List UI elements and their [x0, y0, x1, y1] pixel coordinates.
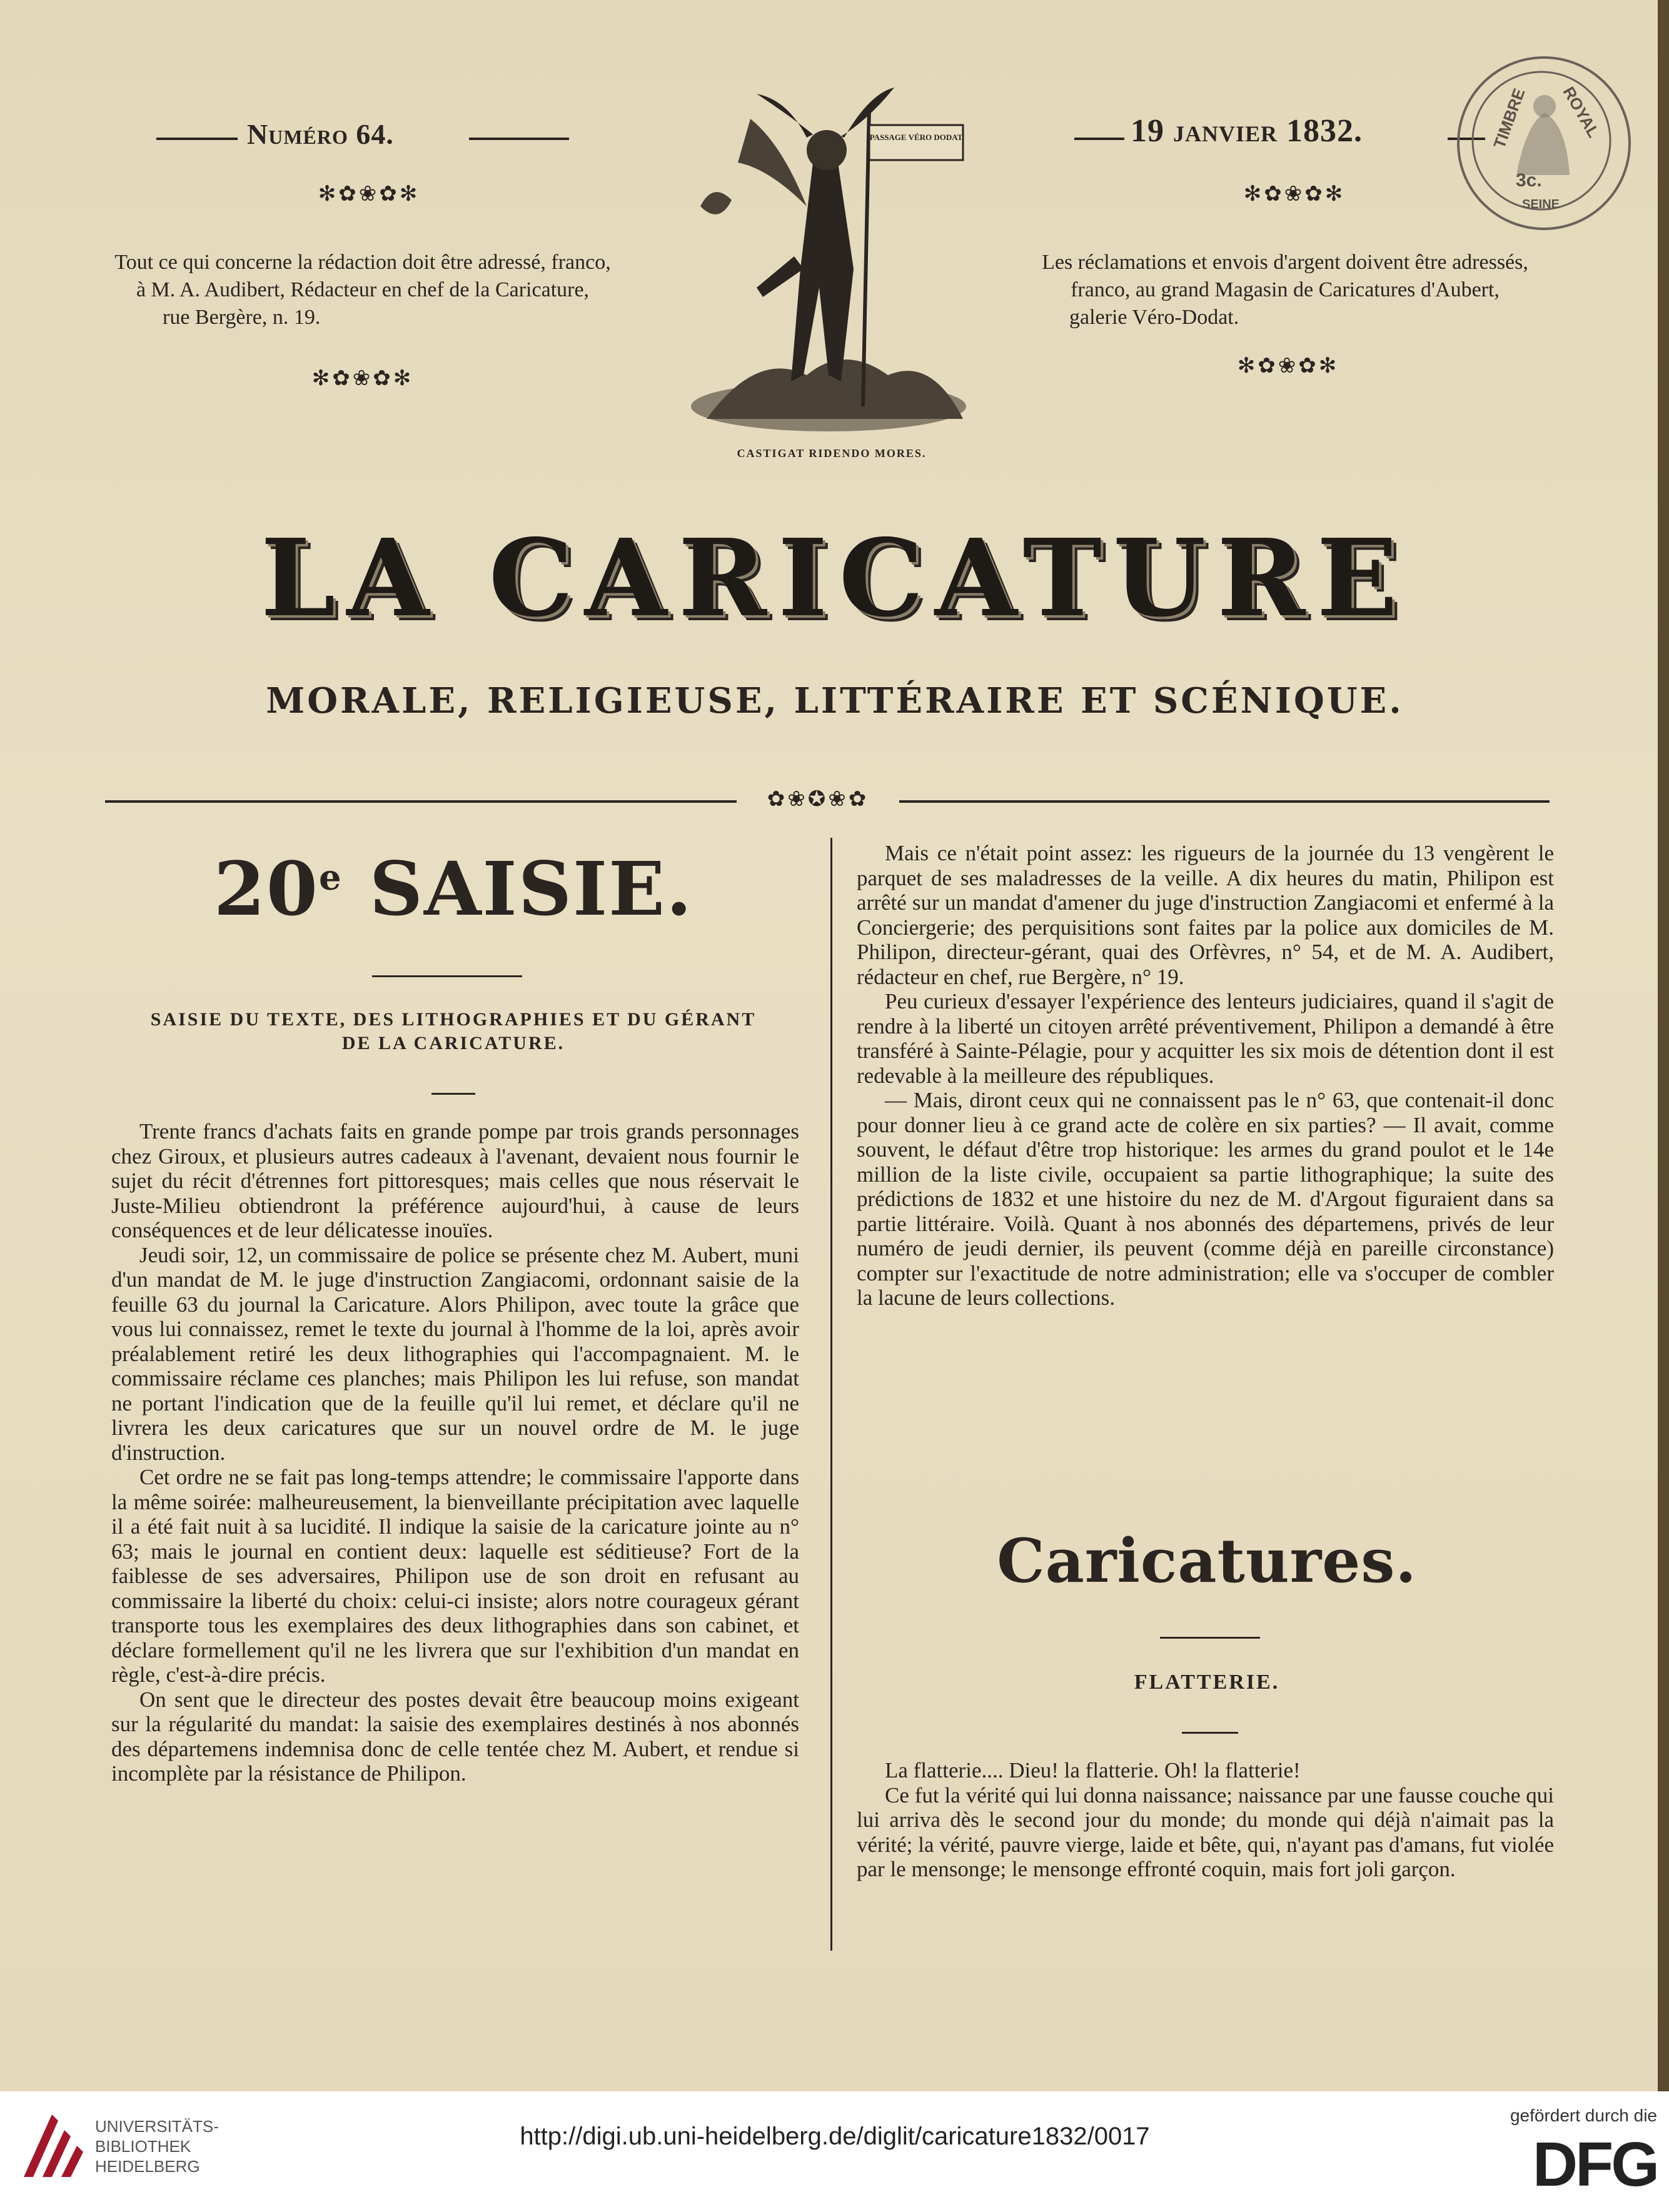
page-edge — [1658, 0, 1669, 2091]
notice-ornament-left: ✻✿❀✿✻ — [311, 367, 414, 390]
article-paragraph: Peu curieux d'essayer l'expérience des lenteurs judiciaires, quand il s'agit de rendre à la liberté un citoyen arrêté préventivement, Philipon a demandé à être transféré à Sainte-Pélagie, pour y acquitter les six mois de détention dont il est redevable à la meilleure des républiques. — [857, 989, 1554, 1088]
issue-date: 19 janvier 1832. — [1131, 113, 1363, 149]
university-name — [95, 2116, 270, 2176]
subscription-notice — [1026, 249, 1545, 331]
article-subhead-line: DE LA CARICATURE. — [341, 1033, 565, 1053]
tax-stamp — [1457, 56, 1631, 230]
flatterie-rule — [1182, 1732, 1238, 1734]
university-name-line: HEIDELBERG — [95, 2157, 200, 2176]
masthead-ornament: ✿❀✪❀✿ — [767, 788, 869, 811]
headline-rule — [372, 975, 522, 977]
subhead-rule — [431, 1093, 475, 1095]
dfg-logo: DFG — [1532, 2129, 1657, 2199]
headline-number: 20 — [213, 845, 320, 932]
flatterie-title: FLATTERIE. — [1134, 1671, 1280, 1694]
stamp-value: 3c. — [1516, 170, 1542, 191]
editorial-notice-line: à M. A. Audibert, Rédacteur en chef de la Caricature, — [136, 278, 590, 301]
flatterie-paragraph: Ce fut la vérité qui lui donna naissance; naissance par une fausse couche qui lui arriva dès le second jour du monde; du monde qui déjà n'aimait pas la vérité; la vérité, pauvre vierge, laide et bête, qui, n'ayant pas d'amans, fut violée par le mensonge; le mensonge effronté coquin, mais fort joli garçon. — [857, 1782, 1554, 1881]
article-paragraph: Mais ce n'était point assez: les rigueurs de la journée du 13 vengèrent le parquet de ses maladresses de la veille. A dix heures du matin, Philipon est arrêté sur un mandat d'amener du juge d'instruction Zangiacomi et enfermé à la Conciergerie; des perquisitions sont faites par la police aux domiciles de M. Philipon, directeur-gérant, quai des Orfèvres, n° 54, et de M. A. Audibert, rédacteur en chef, rue Bergère, n° 19. — [857, 841, 1554, 989]
headline-word: SAISIE. — [369, 845, 693, 932]
headline-saisie — [100, 845, 807, 932]
editorial-notice — [113, 249, 613, 331]
date-rule-left — [1074, 138, 1124, 140]
stamp-label-top: TIMBRE — [1490, 86, 1529, 151]
funded-by-label: gefördert durch die — [1510, 2106, 1657, 2125]
numero-rule-left — [156, 138, 238, 140]
flatterie-paragraph: La flatterie.... Dieu! la flatterie. Oh! la flatterie! — [885, 1758, 1301, 1782]
stamp-label-right: ROYAL — [1559, 83, 1603, 141]
editorial-notice-line: rue Bergère, n. 19. — [163, 306, 321, 329]
editorial-notice-line: Tout ce qui concerne la rédaction doit être adressé, franco, — [114, 251, 611, 274]
university-name-line: BIBLIOTHEK — [95, 2137, 191, 2156]
masthead-title: LA CARICATURE — [260, 516, 1409, 641]
header-ornament-left: ✻✿❀✿✻ — [318, 183, 420, 206]
article-paragraph: Jeudi soir, 12, un commissaire de police se présente chez M. Aubert, muni d'un mandat de M. le juge d'instruction Zangiacomi, ordonnant saisie de la feuille 63 du journal la Caricature. Alors Philipon, avec toute la grâce que vous lui connaissez, remet le texte du journal à l'homme de la loi, après avoir préalablement retiré les deux lithographies qui l'accompagnaient. M. le commissaire réclame ces planches; mais Philipon les lui refuse, son mandat ne portant l'indication que de la feuille qu'il lui remet, et déclare qu'il ne livrera les deux caricatures que sur un nouvel ordre de M. le juge d'instruction. — [111, 1242, 799, 1465]
subscription-notice-line: galerie Véro-Dodat. — [1069, 306, 1239, 329]
article-subhead — [106, 1008, 800, 1055]
masthead-subtitle: MORALE, RELIGIEUSE, LITTÉRAIRE ET SCÉNIQUE. — [266, 680, 1404, 721]
article-body-left — [111, 1119, 799, 1786]
subscription-notice-line: franco, au grand Magasin de Caricatures d'Aubert, — [1071, 278, 1500, 301]
vignette-banner-text: PASSAGE VÉRO DODAT — [869, 133, 963, 142]
column-divider — [830, 838, 832, 1951]
article-body-right — [857, 841, 1554, 1310]
source-url-link[interactable]: http://digi.ub.uni-heidelberg.de/diglit/caricature1832/0017 — [520, 2123, 1150, 2150]
article-paragraph: — Mais, diront ceux qui ne connaissent pas le n° 63, que contenait-il donc pour donner lieu à ce grand acte de colère en six parties? — Il avait, comme souvent, le défaut d'être trop historique: les armes du grand poulot et le 14e million de la liste civile, occupaient sa partie lithographique; la suite des prédictions de 1832 et une histoire du nez de M. d'Argout figuraient dans sa partie littéraire. Voilà. Quant à nos abonnés des départemens, privés de leur numéro de jeudi dernier, ils peuvent (comme déjà en pareille circonstance) compter sur l'exactitude de notre administration; elle va s'occuper de combler la lacune de leurs collections. — [857, 1088, 1554, 1310]
issue-number: Numéro 64. — [247, 118, 394, 150]
university-logo-icon — [18, 2108, 86, 2183]
section-title-caricatures: Caricatures. — [997, 1526, 1417, 1596]
notice-ornament-right: ✻✿❀✿✻ — [1237, 354, 1339, 378]
masthead-rule-left — [105, 800, 737, 803]
section-rule — [1160, 1637, 1260, 1639]
article-subhead-line: SAISIE DU TEXTE, DES LITHOGRAPHIES ET DU GÉRANT — [150, 1009, 757, 1030]
article-paragraph: Cet ordre ne se fait pas long-temps attendre; le commissaire l'apporte dans la même soirée: malheureusement, la bienveillante précipitation avec laquelle il a été fait nuit à sa lucidité. Il indique la saisie de la caricature jointe au n° 63; mais le journal en contient deux: laquelle est séditieuse? Fort de la faiblesse de ses adversaires, Philipon use de son droit en refusant au commissaire la liberté du choix: celui-ci insiste; alors notre courageux gérant transporte tous les exemplaires des deux lithographies dans son cabinet, et déclare formellement qu'il ne les livrera que sur l'exhibition d'un mandat en règle, c'est-à-dire précis. — [111, 1465, 799, 1687]
article-paragraph: On sent que le directeur des postes devait être beaucoup moins exigeant sur la régularité du mandat: la saisie des exemplaires destinés à nos abonnés des départemens indemnisa donc de celle tentée chez M. Aubert, et rendue si incomplète par la résistance de Philipon. — [111, 1687, 799, 1786]
subscription-notice-line: Les réclamations et envois d'argent doivent être adressés, — [1042, 251, 1528, 274]
university-name-line: UNIVERSITÄTS- — [95, 2117, 219, 2136]
stamp-label-bottom: SEINE — [1522, 198, 1560, 211]
article-paragraph: Trente francs d'achats faits en grande pompe par trois grands personnages chez Giroux, et plusieurs autres cadeaux à l'avenant, devaient nous fournir le sujet du récit d'étrennes fort pittoresques; mais celles que nous réservait le Juste-Milieu obtiendront la préférence aujourd'hui, à cause de leurs conséquences et de leur délicatesse inouïes. — [111, 1119, 799, 1242]
jester-vignette — [682, 81, 976, 431]
header-ornament-right: ✻✿❀✿✻ — [1243, 183, 1346, 206]
numero-rule-right — [469, 138, 569, 140]
motto: CASTIGAT RIDENDO MORES. — [737, 447, 927, 460]
flatterie-body — [857, 1758, 1554, 1882]
headline-superscript: e — [319, 857, 343, 898]
masthead-rule-right — [899, 800, 1550, 803]
